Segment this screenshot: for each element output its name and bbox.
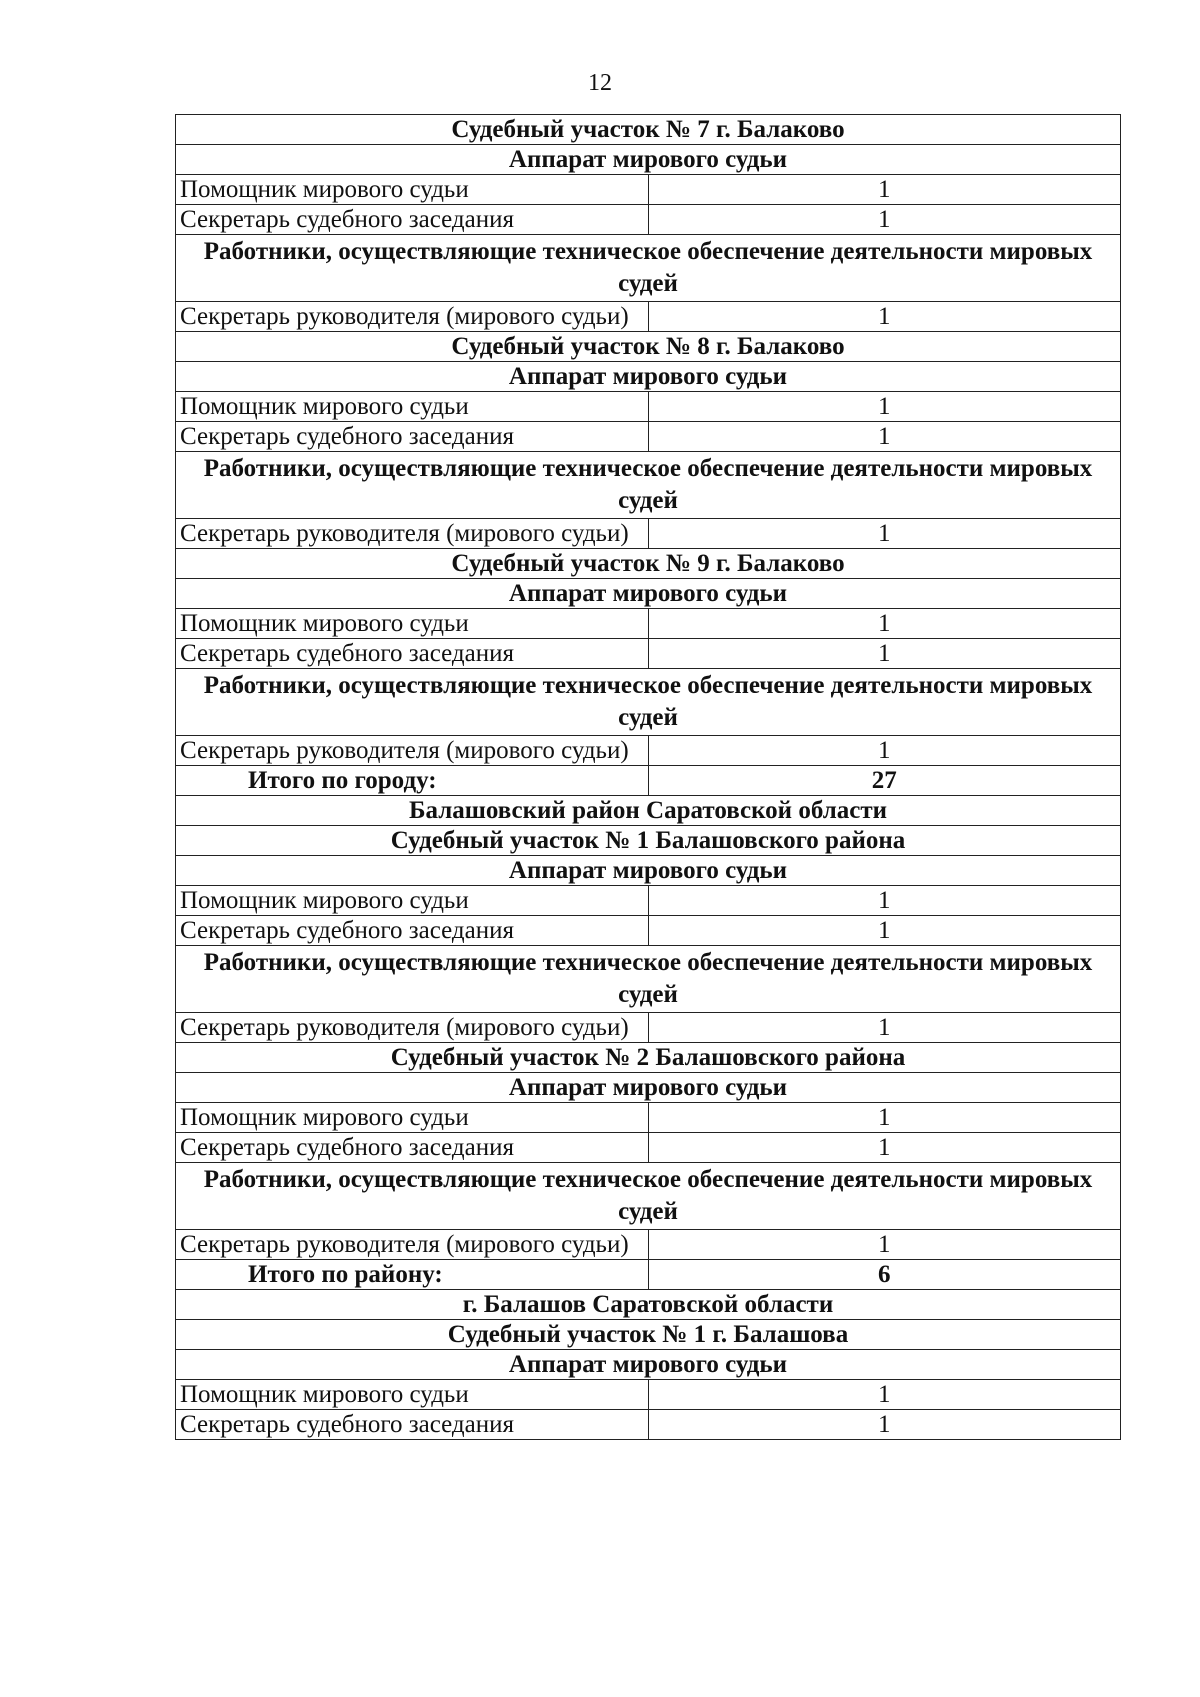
page-number: 12 [588,70,612,96]
position-row [176,205,1121,235]
section-heading: Работники, осуществляющие техническое обеспечение деятельности мировых судей [176,235,1121,302]
section-heading: Балашовский район Саратовской области [176,796,1121,826]
position-row [176,392,1121,422]
position-row [176,1230,1121,1260]
total-row [176,1260,1121,1290]
position-name: Секретарь судебного заседания [176,422,649,452]
section-heading-row [176,1043,1121,1073]
position-count: 1 [648,1230,1121,1260]
position-name: Секретарь руководителя (мирового судьи) [176,1013,649,1043]
section-heading-row [176,579,1121,609]
position-row [176,916,1121,946]
position-name: Секретарь судебного заседания [176,205,649,235]
section-heading-row [176,362,1121,392]
position-count: 1 [648,1133,1121,1163]
position-name: Помощник мирового судьи [176,175,649,205]
section-heading-row [176,549,1121,579]
position-name: Секретарь судебного заседания [176,1410,649,1440]
total-label: Итого по городу: [176,766,649,796]
position-row [176,1410,1121,1440]
section-heading-row [176,1073,1121,1103]
position-count: 1 [648,1013,1121,1043]
section-heading: Аппарат мирового судьи [176,362,1121,392]
section-heading-row [176,1163,1121,1230]
position-count: 1 [648,736,1121,766]
section-heading-row [176,796,1121,826]
staffing-table [175,114,1121,1440]
section-heading-row [176,1290,1121,1320]
section-heading-row [176,1350,1121,1380]
section-heading-row [176,145,1121,175]
position-count: 1 [648,392,1121,422]
section-heading: Судебный участок № 9 г. Балаково [176,549,1121,579]
position-name: Помощник мирового судьи [176,1380,649,1410]
section-heading-row [176,1320,1121,1350]
section-heading: г. Балашов Саратовской области [176,1290,1121,1320]
section-heading: Работники, осуществляющие техническое обеспечение деятельности мировых судей [176,1163,1121,1230]
section-heading: Работники, осуществляющие техническое обеспечение деятельности мировых судей [176,669,1121,736]
section-heading: Судебный участок № 8 г. Балаково [176,332,1121,362]
section-heading-row [176,332,1121,362]
position-row [176,1133,1121,1163]
section-heading: Аппарат мирового судьи [176,145,1121,175]
section-heading: Судебный участок № 7 г. Балаково [176,115,1121,145]
position-row [176,1103,1121,1133]
section-heading: Аппарат мирового судьи [176,1350,1121,1380]
position-count: 1 [648,205,1121,235]
position-name: Секретарь судебного заседания [176,639,649,669]
position-name: Секретарь руководителя (мирового судьи) [176,302,649,332]
section-heading-row [176,669,1121,736]
position-count: 1 [648,916,1121,946]
position-row [176,175,1121,205]
position-count: 1 [648,422,1121,452]
position-row [176,302,1121,332]
position-name: Секретарь судебного заседания [176,916,649,946]
position-row [176,736,1121,766]
section-heading: Аппарат мирового судьи [176,1073,1121,1103]
section-heading: Судебный участок № 1 Балашовского района [176,826,1121,856]
position-name: Помощник мирового судьи [176,1103,649,1133]
position-count: 1 [648,519,1121,549]
section-heading: Работники, осуществляющие техническое обеспечение деятельности мировых судей [176,946,1121,1013]
position-name: Помощник мирового судьи [176,609,649,639]
section-heading-row [176,235,1121,302]
position-count: 1 [648,302,1121,332]
section-heading-row [176,826,1121,856]
section-heading: Работники, осуществляющие техническое обеспечение деятельности мировых судей [176,452,1121,519]
section-heading-row [176,856,1121,886]
position-name: Секретарь руководителя (мирового судьи) [176,1230,649,1260]
section-heading: Судебный участок № 2 Балашовского района [176,1043,1121,1073]
section-heading: Аппарат мирового судьи [176,579,1121,609]
position-name: Секретарь руководителя (мирового судьи) [176,519,649,549]
total-row [176,766,1121,796]
position-name: Секретарь судебного заседания [176,1133,649,1163]
position-row [176,886,1121,916]
position-name: Секретарь руководителя (мирового судьи) [176,736,649,766]
position-row [176,639,1121,669]
position-count: 1 [648,886,1121,916]
position-row [176,519,1121,549]
section-heading: Судебный участок № 1 г. Балашова [176,1320,1121,1350]
staffing-table-body [176,115,1121,1440]
position-row [176,1380,1121,1410]
position-count: 1 [648,1380,1121,1410]
section-heading-row [176,946,1121,1013]
position-count: 1 [648,1410,1121,1440]
total-count: 27 [648,766,1121,796]
position-row [176,1013,1121,1043]
section-heading-row [176,452,1121,519]
section-heading-row [176,115,1121,145]
position-count: 1 [648,639,1121,669]
position-row [176,422,1121,452]
total-label: Итого по району: [176,1260,649,1290]
position-count: 1 [648,1103,1121,1133]
total-count: 6 [648,1260,1121,1290]
section-heading: Аппарат мирового судьи [176,856,1121,886]
position-count: 1 [648,609,1121,639]
position-row [176,609,1121,639]
position-name: Помощник мирового судьи [176,886,649,916]
position-count: 1 [648,175,1121,205]
position-name: Помощник мирового судьи [176,392,649,422]
